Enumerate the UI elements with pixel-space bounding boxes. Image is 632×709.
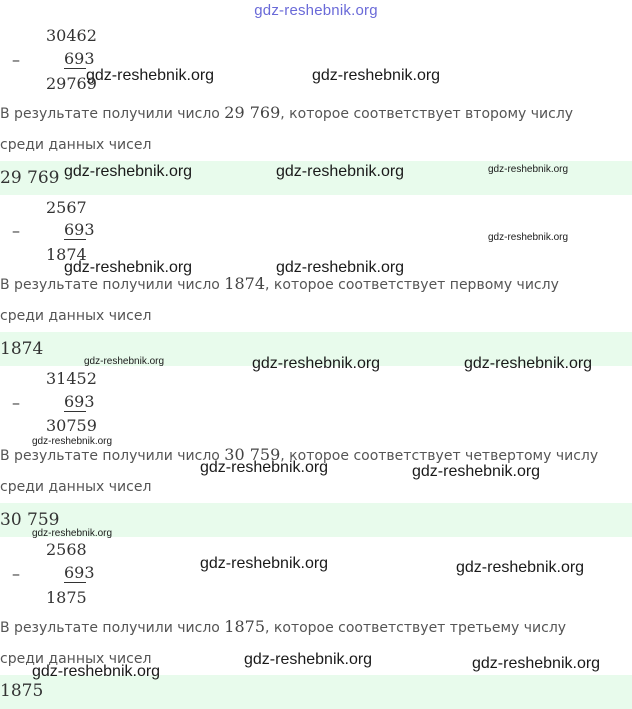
- watermark: gdz-reshebnik.org: [276, 259, 405, 276]
- watermark: gdz-reshebnik.org: [32, 528, 113, 539]
- watermark: gdz-reshebnik.org: [200, 459, 329, 476]
- watermark: gdz-reshebnik.org: [64, 163, 193, 180]
- watermark: gdz-reshebnik.org: [488, 164, 569, 175]
- difference-3: 30759: [46, 416, 97, 435]
- result-line-1: В результате получили число 29 769, которое соответствует второму числу: [0, 103, 574, 122]
- watermark: gdz-reshebnik.org: [456, 559, 585, 576]
- watermark: gdz-reshebnik.org: [488, 232, 569, 243]
- answer-1: 29 769: [0, 168, 60, 188]
- watermark: gdz-reshebnik.org: [84, 356, 165, 367]
- minuend-4: 2568: [46, 540, 87, 559]
- site-header-watermark: gdz-reshebnik.org: [254, 2, 378, 19]
- answer-4: 1875: [0, 681, 44, 701]
- result-line-2: В результате получили число 1874, которое соответствует первому числу: [0, 274, 559, 293]
- watermark: gdz-reshebnik.org: [412, 463, 541, 480]
- answer-3: 30 759: [0, 510, 60, 530]
- result-line2-1: среди данных чисел: [0, 137, 152, 153]
- watermark: gdz-reshebnik.org: [464, 355, 593, 372]
- result-line2-4: среди данных чисел: [0, 651, 152, 667]
- minus-sign-3: –: [12, 393, 20, 412]
- subtrahend-1: 693: [64, 49, 95, 68]
- watermark: gdz-reshebnik.org: [252, 355, 381, 372]
- watermark: gdz-reshebnik.org: [276, 163, 405, 180]
- subtrahend-3: 693: [64, 392, 95, 411]
- minuend-1: 30462: [46, 26, 97, 45]
- watermark: gdz-reshebnik.org: [244, 651, 373, 668]
- watermark: gdz-reshebnik.org: [64, 259, 193, 276]
- difference-4: 1875: [46, 588, 87, 607]
- difference-1: 29769: [46, 74, 97, 93]
- result-line2-3: среди данных чисел: [0, 479, 152, 495]
- watermark: gdz-reshebnik.org: [472, 655, 601, 672]
- watermark: gdz-reshebnik.org: [86, 67, 215, 84]
- minuend-2: 2567: [46, 198, 87, 217]
- watermark: gdz-reshebnik.org: [32, 436, 113, 447]
- minus-sign-2: –: [12, 221, 20, 240]
- result-line-3: В результате получили число 30 759, которое соответствует четвертому числу: [0, 445, 599, 464]
- result-line-4: В результате получили число 1875, которое соответствует третьему числу: [0, 617, 567, 636]
- answer-2: 1874: [0, 339, 44, 359]
- watermark: gdz-reshebnik.org: [200, 555, 329, 572]
- minuend-3: 31452: [46, 369, 97, 388]
- result-line2-2: среди данных чисел: [0, 308, 152, 324]
- minus-sign-1: –: [12, 50, 20, 69]
- subtrahend-2: 693: [64, 220, 95, 239]
- subtrahend-4: 693: [64, 563, 95, 582]
- minus-sign-4: –: [12, 564, 20, 583]
- watermark: gdz-reshebnik.org: [312, 67, 441, 84]
- watermark: gdz-reshebnik.org: [32, 663, 161, 680]
- difference-2: 1874: [46, 245, 87, 264]
